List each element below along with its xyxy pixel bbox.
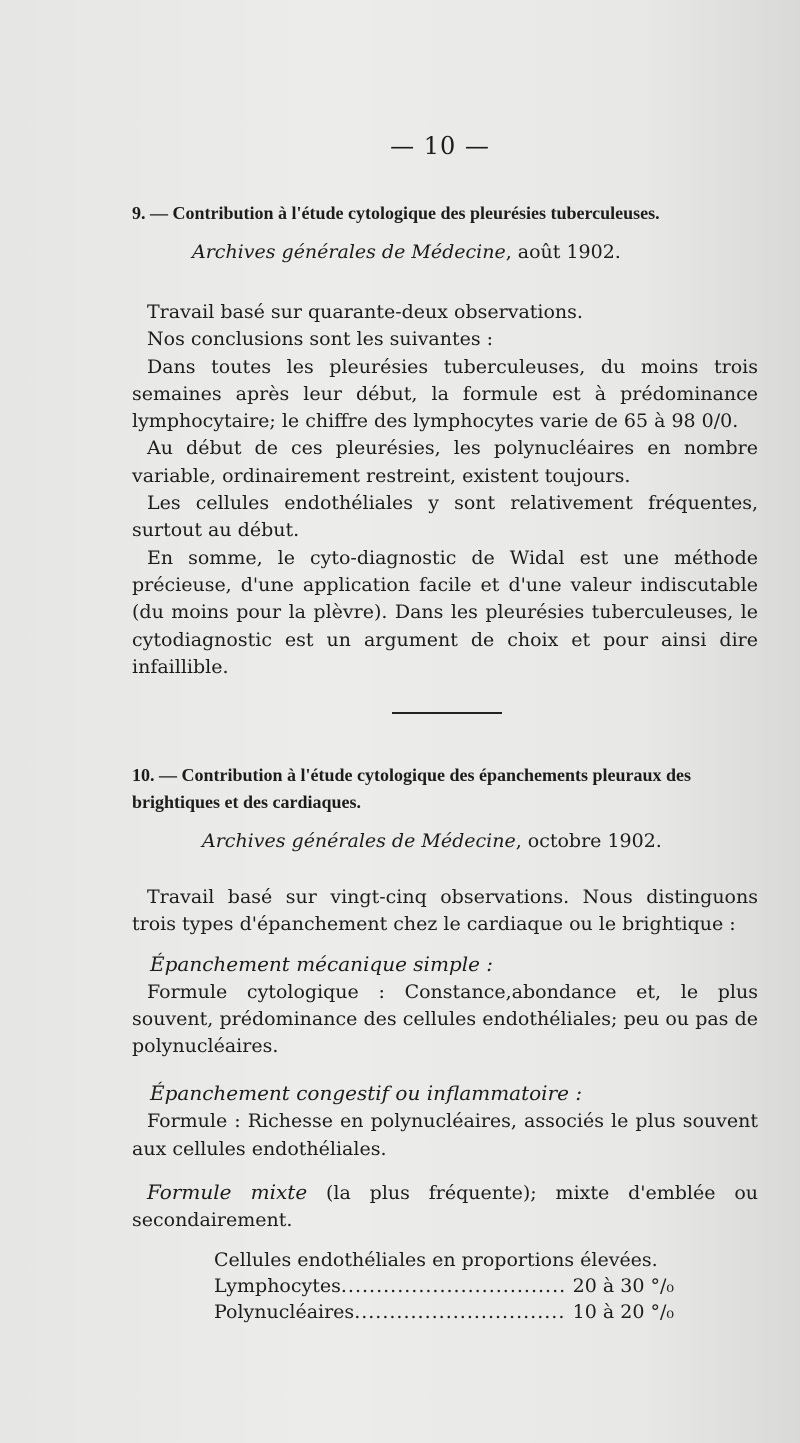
type-3-text: (la plus fréquente); mixte d'emblée ou secondairement. — [132, 1182, 758, 1232]
section-10-intro: Travail basé sur vingt-cinq observations. Nous distinguons trois types d'épanchement chez le cardiaque ou le brightique : — [132, 886, 758, 936]
section-9-paragraph: Nos conclusions sont les suivantes : — [147, 328, 494, 351]
section-9-paragraph: En somme, le cyto-diagnostic de Widal est une méthode précieuse, d'une application facile et d'une valeur indiscutable (du moins pour la plèvre). Dans les pleurésies tuberculeuses, le cytodiagnostic est un argument de choix et pour ainsi dire infaillible. — [132, 546, 758, 678]
table-row — [214, 1273, 674, 1299]
section-9-journal: Archives générales de Médecine — [192, 241, 506, 263]
section-10-date: , octobre 1902. — [515, 830, 662, 852]
section-9-date: , août 1902. — [505, 241, 621, 263]
table-row — [214, 1299, 674, 1325]
table-intro: Cellules endothéliales en proportions élevées. — [214, 1248, 658, 1271]
type-2-text: Formule : Richesse en polynucléaires, associés le plus souvent aux cellules endothéliales. — [132, 1110, 758, 1160]
section-10-heading — [132, 762, 758, 816]
section-10-title: — Contribution à l'étude cytologique des épanchements pleuraux des brightiques et des cardiaques. — [132, 765, 692, 812]
type-1-title: Épanchement mécanique simple : — [150, 951, 494, 976]
section-9-number: 9. — [132, 203, 146, 223]
section-9-paragraph: Au début de ces pleurésies, les polynucléaires en nombre variable, ordinairement restreint, existent toujours. — [132, 437, 758, 487]
composition-table — [214, 1247, 674, 1325]
section-10 — [132, 762, 758, 1325]
section-9-paragraph: Travail basé sur quarante-deux observations. — [147, 301, 583, 323]
section-10-source — [202, 828, 758, 854]
type-3-paragraph — [132, 1179, 758, 1235]
row-label: Lymphocytes — [214, 1274, 341, 1297]
section-9-title: — Contribution à l'étude cytologique des pleurésies tuberculeuses. — [150, 203, 660, 223]
leader-dots — [341, 1273, 565, 1299]
row-label: Polynucléaires — [214, 1300, 355, 1323]
page-number: — 10 — — [390, 132, 490, 160]
section-9 — [132, 200, 758, 681]
section-9-paragraph: Dans toutes les pleurésies tuberculeuses, du moins trois semaines après leur début, la formule est à prédominance lymphocytaire; le chiffre des lymphocytes varie de 65 à 98 0/0. — [132, 355, 758, 433]
leader-dots — [354, 1299, 564, 1325]
section-9-paragraph: Les cellules endothéliales y sont relativement fréquentes, surtout au début. — [132, 492, 758, 542]
section-9-heading — [132, 200, 758, 227]
row-value: 10 à 20 °/₀ — [572, 1300, 674, 1323]
row-value: 20 à 30 °/₀ — [572, 1274, 674, 1297]
section-10-journal: Archives générales de Médecine — [202, 830, 516, 852]
section-10-number: 10. — [132, 765, 155, 785]
type-3-title: Formule mixte — [147, 1180, 308, 1205]
type-2-title: Épanchement congestif ou inflammatoire : — [150, 1081, 583, 1106]
type-1-text: Formule cytologique : Constance,abondance et, le plus souvent, prédominance des cellules endothéliales; peu ou pas de polynucléaires. — [132, 980, 758, 1058]
section-9-source — [192, 239, 758, 265]
section-divider — [392, 712, 502, 714]
